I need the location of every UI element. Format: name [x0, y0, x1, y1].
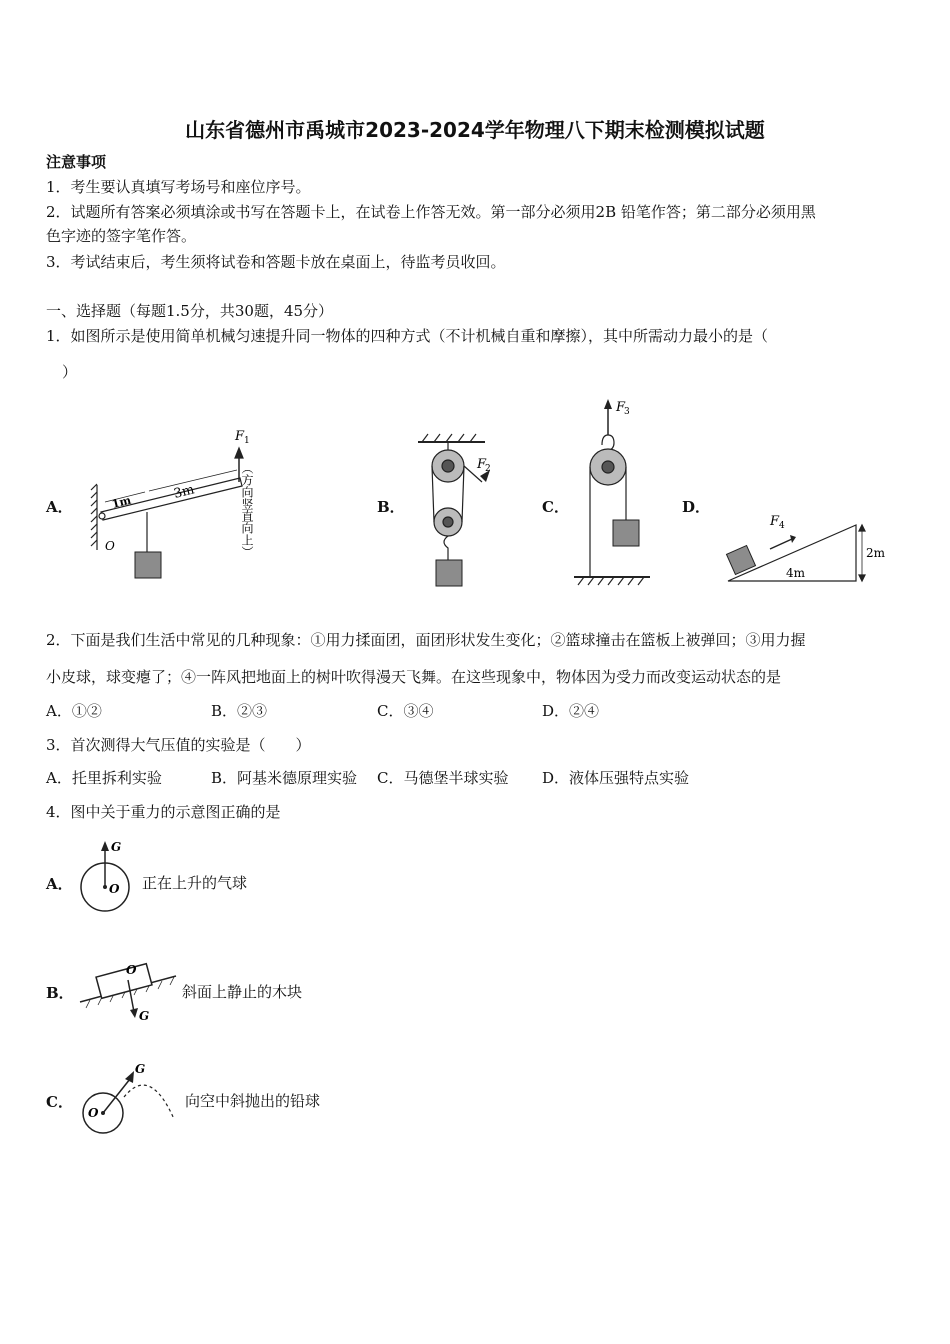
q2-stem: 小皮球，球变瘪了；④一阵风把地面上的树叶吹得漫天飞舞。在这些现象中，物体因为受力而改变运动状态的是 [46, 668, 782, 686]
q1-stem-end: ） [62, 363, 78, 381]
q1-figure-lever [85, 420, 275, 590]
force-label: G [135, 1062, 146, 1076]
q2-stem: 2．下面是我们生活中常见的几种现象：①用力揉面团，面团形状发生变化；②篮球撞击在篮板上被弹回；③用力握 [46, 631, 806, 649]
q1-figure-pulley-block [410, 430, 510, 590]
force-subscript: 2 [485, 464, 491, 474]
force-label: G [139, 1009, 150, 1023]
point-label: O [109, 882, 120, 896]
pivot-label: O [105, 539, 115, 553]
pivot [99, 513, 105, 519]
q1-figure-movable-pulley [570, 395, 660, 590]
force-arrow [103, 1079, 130, 1113]
q1-stem: 1．如图所示是使用简单机械匀速提升同一物体的四种方式（不计机械自重和摩擦），其中所需动力最小的是（ [46, 327, 769, 345]
force-label: F [770, 514, 780, 529]
notice-item: 2．试题所有答案必须填涂或书写在答题卡上，在试卷上作答无效。第一部分必须用2B 铅笔作答；第二部分必须用黑 [46, 203, 816, 221]
point-label: O [88, 1106, 99, 1120]
q4-stem: 4．图中关于重力的示意图正确的是 [46, 803, 281, 821]
q3-option-d[interactable]: D．液体压强特点实验 [542, 769, 690, 787]
force-label: F [235, 429, 245, 444]
force-f1-arrowhead [235, 448, 243, 458]
length-label: 4m [786, 566, 806, 580]
notice-item: 3．考试结束后，考生须将试卷和答题卡放在桌面上，待监考员收回。 [46, 253, 506, 271]
q4-option-c-text: 向空中斜抛出的铅球 [185, 1092, 321, 1110]
force-f3-arrowhead [604, 399, 612, 409]
gravity-arrowhead [130, 1008, 138, 1018]
trajectory [124, 1085, 174, 1119]
notice-item: 1．考生要认真填写考场号和座位序号。 [46, 178, 311, 196]
q1-figure-incline [720, 505, 890, 590]
q4-option-a-text: 正在上升的气球 [142, 874, 248, 892]
force-f4-arrow [770, 539, 792, 549]
q3-option-c[interactable]: C．马德堡半球实验 [377, 769, 509, 787]
q2-option-c[interactable]: C．③④ [377, 702, 434, 720]
length-label: 3m [172, 482, 196, 502]
height-label: 2m [866, 546, 886, 560]
weight-box [135, 552, 161, 578]
q4-figure-shot-put [78, 1055, 183, 1140]
q4-figure-block-on-incline [78, 950, 183, 1025]
q2-option-d[interactable]: D．②④ [542, 702, 600, 720]
force-label: G [111, 840, 122, 854]
q1-option-d-label[interactable]: D． [682, 498, 711, 516]
q4-option-a-label[interactable]: A． [46, 875, 73, 893]
weight-box [436, 560, 462, 586]
q1-option-b-label[interactable]: B． [377, 498, 405, 516]
q4-option-b-text: 斜面上静止的木块 [182, 983, 303, 1001]
q4-figure-balloon [75, 835, 140, 920]
length-label: 1m [110, 493, 133, 511]
force-label: F [616, 400, 626, 415]
q4-option-b-label[interactable]: B． [46, 984, 74, 1002]
force-label: F [477, 457, 487, 472]
q2-option-b[interactable]: B．②③ [211, 702, 268, 720]
point-label: O [126, 963, 137, 977]
wood-block [96, 964, 152, 999]
q1-option-c-label[interactable]: C． [542, 498, 569, 516]
weight-box [613, 520, 639, 546]
section-heading: 一、选择题（每题1.5分，共30题，45分） [46, 302, 334, 320]
q3-stem: 3．首次测得大气压值的实验是（ ） [46, 736, 311, 754]
q3-option-a[interactable]: A．托里拆利实验 [46, 769, 162, 787]
page-title: 山东省德州市禹城市2023-2024学年物理八下期末检测模拟试题 [185, 118, 765, 142]
q2-option-a[interactable]: A．①② [46, 702, 102, 720]
force-arrowhead [125, 1071, 134, 1083]
q1-option-a-label[interactable]: A． [46, 498, 73, 516]
q3-option-b[interactable]: B．阿基米德原理实验 [211, 769, 358, 787]
force-subscript: 3 [624, 407, 630, 417]
direction-note: （方向竖直向上） [240, 462, 254, 558]
block [726, 545, 755, 574]
notice-heading: 注意事项 [46, 153, 107, 171]
notice-item: 色字迹的签字笔作答。 [46, 227, 197, 245]
force-subscript: 1 [244, 436, 250, 446]
gravity-arrowhead [101, 841, 109, 851]
q4-option-c-label[interactable]: C． [46, 1093, 73, 1111]
force-subscript: 4 [779, 521, 785, 531]
